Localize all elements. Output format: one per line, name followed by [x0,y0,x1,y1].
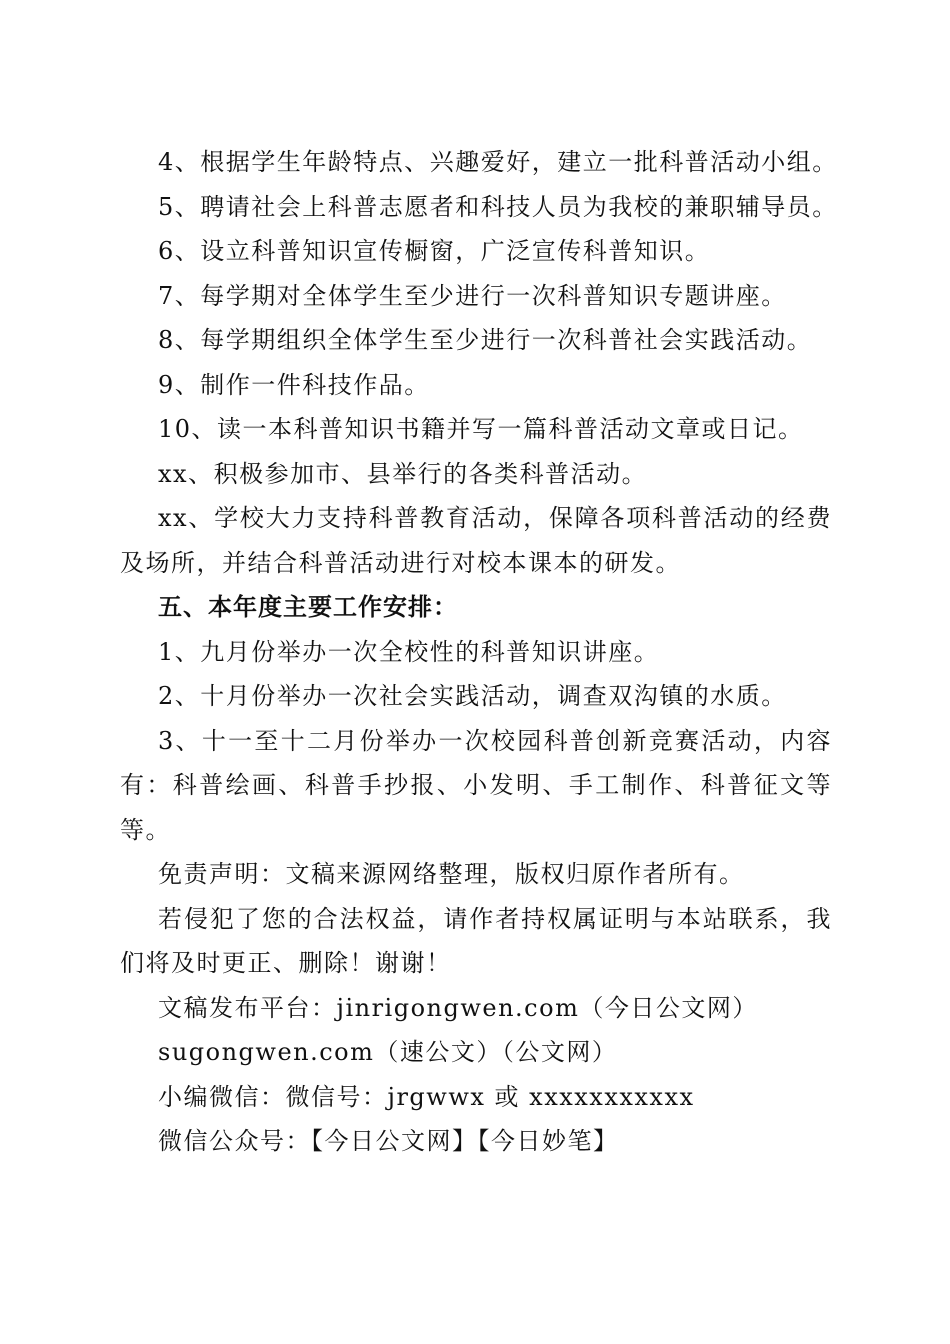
publish-platform: 文稿发布平台：jinrigongwen.com（今日公文网） [158,993,758,1022]
list-item-5: 5、聘请社会上科普志愿者和科技人员为我校的兼职辅导员。 [158,192,838,221]
list-item-10: 10、读一本科普知识书籍并写一篇科普活动文章或日记。 [158,415,804,443]
list-item-12-line-2: 及场所，并结合科普活动进行对校本课本的研发。 [120,548,681,577]
editor-wechat: 小编微信：微信号：jrgwwx 或 xxxxxxxxxxx [158,1082,695,1111]
infringement-notice-line-1: 若侵犯了您的合法权益，请作者持权属证明与本站联系，我 [158,904,832,933]
plan-item-3-line-3: 等。 [120,815,171,844]
infringement-notice-line-2: 们将及时更正、删除！谢谢！ [120,949,452,977]
list-item-9: 9、制作一件科技作品。 [158,370,430,399]
plan-item-3-line-2: 有：科普绘画、科普手抄报、小发明、手工制作、科普征文等 [120,771,832,799]
plan-item-1: 1、九月份举办一次全校性的科普知识讲座。 [158,637,660,666]
list-item-7: 7、每学期对全体学生至少进行一次科普知识专题讲座。 [158,281,787,310]
list-item-12-line-1: xx、学校大力支持科普教育活动，保障各项科普活动的经费 [158,504,832,532]
document-body [120,140,838,1164]
plan-item-3-line-1: 3、十一至十二月份举办一次校园科普创新竞赛活动，内容 [158,726,832,755]
section-heading: 五、本年度主要工作安排： [158,593,458,621]
publish-platform-alt: sugongwen.com（速公文）（公文网） [158,1038,618,1066]
list-item-11: xx、积极参加市、县举行的各类科普活动。 [158,459,648,488]
wechat-official-account: 微信公众号：【今日公文网】【今日妙笔】 [158,1127,619,1155]
list-item-4: 4、根据学生年龄特点、兴趣爱好，建立一批科普活动小组。 [158,148,838,176]
list-item-8: 8、每学期组织全体学生至少进行一次科普社会实践活动。 [158,326,813,354]
plan-item-2: 2、十月份举办一次社会实践活动，调查双沟镇的水质。 [158,682,787,710]
list-item-6: 6、设立科普知识宣传橱窗，广泛宣传科普知识。 [158,237,711,265]
disclaimer: 免责声明：文稿来源网络整理，版权归原作者所有。 [158,860,745,888]
